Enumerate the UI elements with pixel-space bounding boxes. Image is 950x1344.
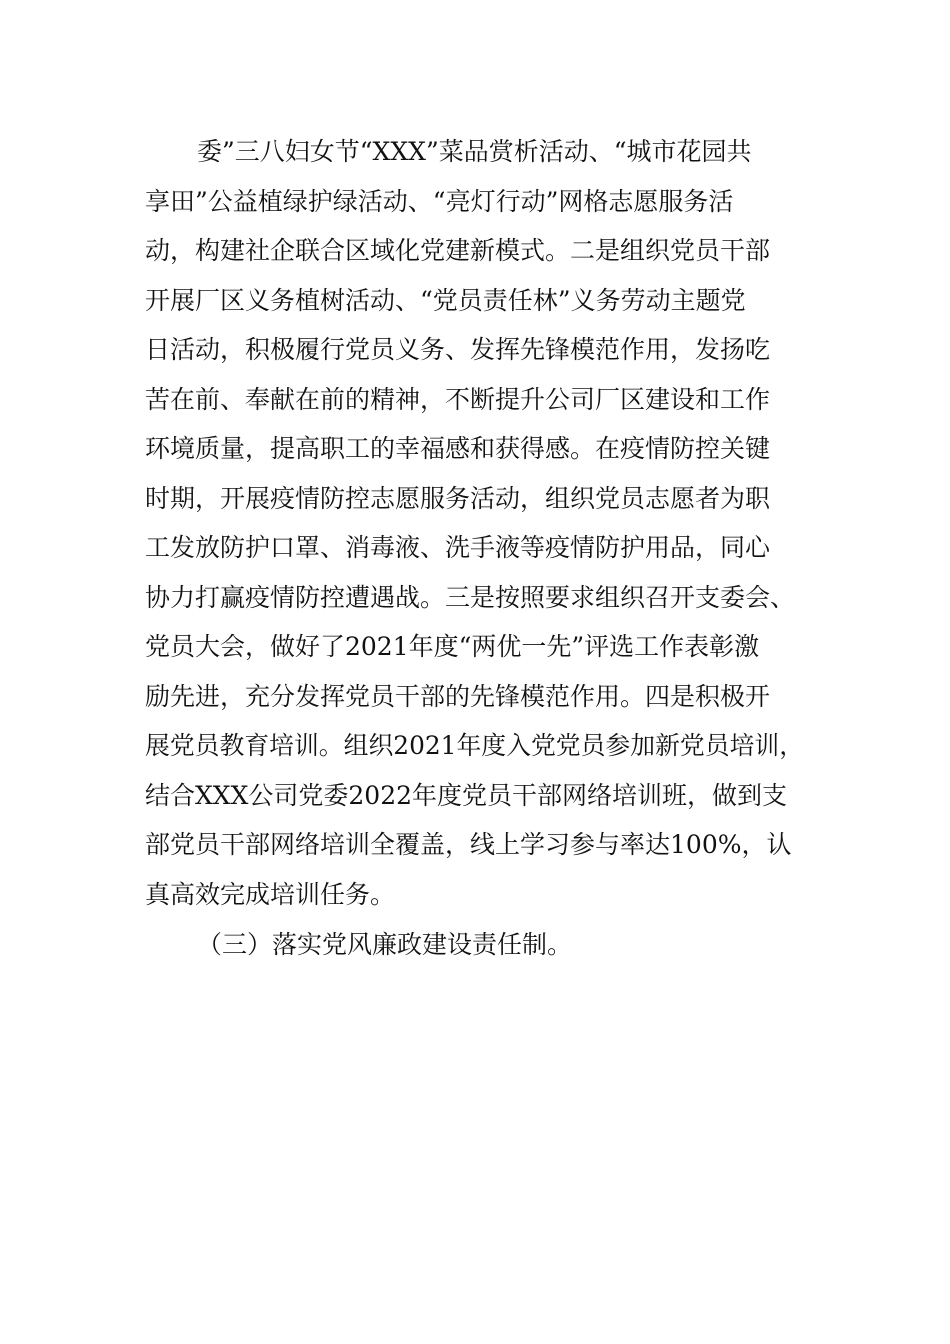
paragraph-line: 日活动，积极履行党员义务、发挥先锋模范作用，发扬吃 bbox=[145, 335, 771, 364]
paragraph-line: 工发放防护口罩、消毒液、洗手液等疫情防护用品，同心 bbox=[145, 533, 771, 562]
paragraph-line: 动，构建社企联合区域化党建新模式。二是组织党员干部 bbox=[145, 236, 771, 265]
paragraph-line: 展党员教育培训。组织2021年度入党党员参加新党员培训， bbox=[145, 731, 805, 760]
paragraph-line: 协力打赢疫情防控遭遇战。三是按照要求组织召开支委会、 bbox=[145, 582, 796, 612]
body-paragraph bbox=[145, 127, 805, 919]
section-heading: （三）落实党风廉政建设责任制。 bbox=[197, 930, 573, 959]
paragraph-line: 部党员干部网络培训全覆盖，线上学习参与率达100%，认 bbox=[145, 830, 792, 859]
paragraph-line: 结合XXX公司党委2022年度党员干部网络培训班，做到支 bbox=[145, 780, 788, 810]
paragraph-line: 苦在前、奉献在前的精神，不断提升公司厂区建设和工作 bbox=[145, 384, 771, 414]
paragraph-line: 党员大会，做好了2021年度“两优一先”评选工作表彰激 bbox=[145, 632, 760, 661]
paragraph-line: 励先进，充分发挥党员干部的先锋模范作用。四是积极开 bbox=[145, 681, 771, 711]
paragraph-line: 环境质量，提高职工的幸福感和获得感。在疫情防控关键 bbox=[145, 434, 771, 463]
paragraph-line: 享田”公益植绿护绿活动、“亮灯行动”网格志愿服务活 bbox=[145, 186, 734, 216]
paragraph-line: 委”三八妇女节“XXX”菜品赏析活动、“城市花园共 bbox=[197, 137, 752, 166]
paragraph-line: 开展厂区义务植树活动、“党员责任林”义务劳动主题党 bbox=[145, 285, 746, 315]
paragraph-line: 真高效完成培训任务。 bbox=[145, 879, 396, 909]
paragraph-line: 时期，开展疫情防控志愿服务活动，组织党员志愿者为职 bbox=[145, 483, 771, 513]
